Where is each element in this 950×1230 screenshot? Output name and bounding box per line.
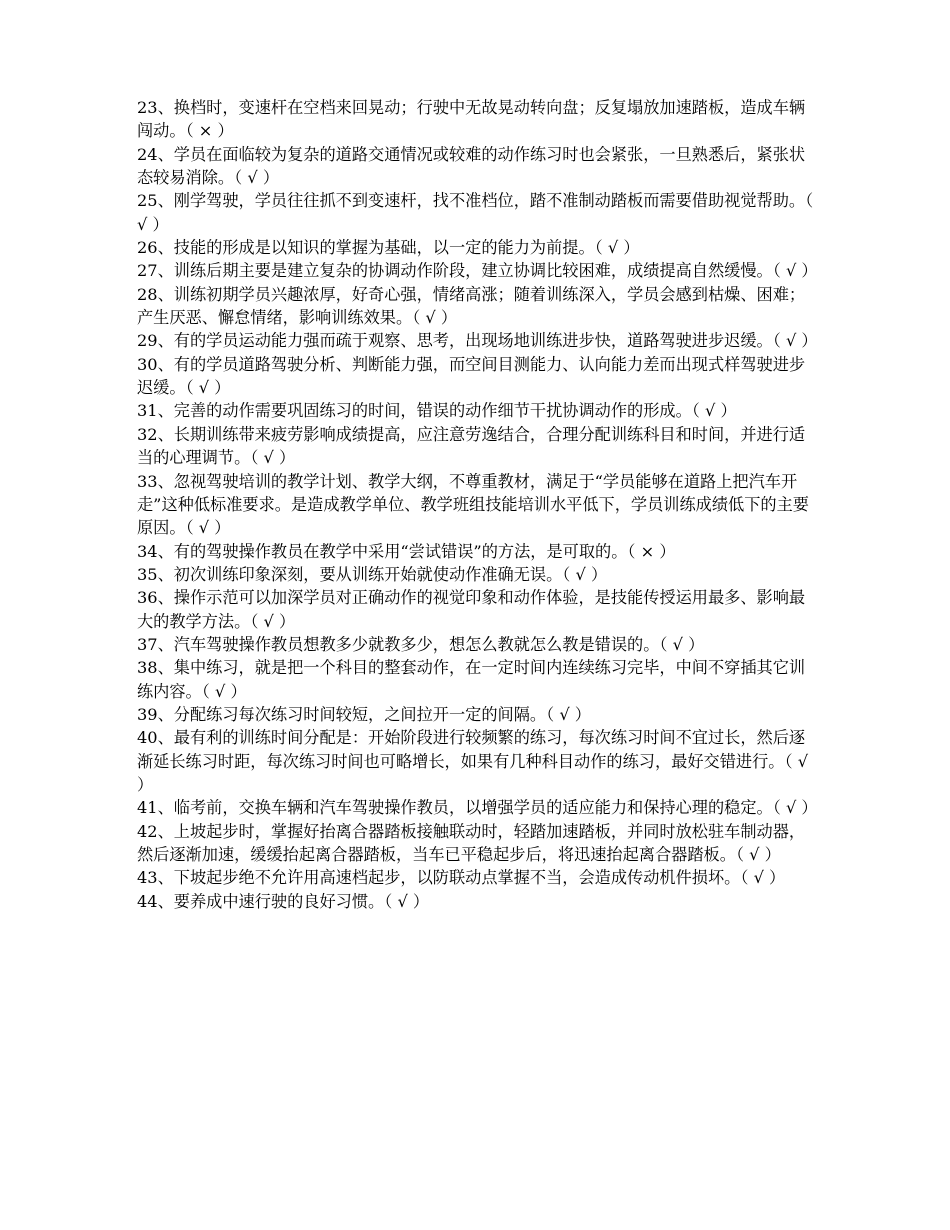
question-32: 32、长期训练带来疲劳影响成绩提高，应注意劳逸结合，合理分配训练科目和时间，并进行适当的心理调节。（ √ ） [137,424,806,468]
question-44: 44、要养成中速行驶的良好习惯。（ √ ） [137,891,430,911]
question-25: 25、刚学驾驶，学员往往抓不到变速杆，找不准档位，踏不准制动踏板而需要借助视觉帮助。（ √ ） [137,191,814,234]
question-38: 38、集中练习，就是把一个科目的整套动作，在一定时间内连续练习完毕，中间不穿插其它训练内容。（ √ ） [137,658,806,701]
question-30: 30、有的学员道路驾驶分析、判断能力强，而空间目测能力、认向能力差而出现式样驾驶进步迟缓。（ √ ） [137,354,806,398]
question-34: 34、有的驾驶操作教员在教学中采用“尝试错误”的方法，是可取的。（ × ） [137,541,676,561]
question-27: 27、训练后期主要是建立复杂的协调动作阶段，建立协调比较困难，成绩提高自然缓慢。（ √ ） [137,261,818,281]
question-24: 24、学员在面临较为复杂的道路交通情况或较难的动作练习时也会紧张，一旦熟悉后，紧张状态较易消除。（ √ ） [137,144,806,188]
question-42: 42、上坡起步时，掌握好抬离合器踏板接触联动时，轻踏加速踏板，并同时放松驻车制动器，然后逐渐加速，缓缓抬起离合器踏板，当车已平稳起步后，将迅速抬起离合器踏板。（ √ ） [137,821,806,864]
question-26: 26、技能的形成是以知识的掌握为基础，以一定的能力为前提。（ √ ） [137,238,640,258]
question-36: 36、操作示范可以加深学员对正确动作的视觉印象和动作体验，是技能传授运用最多、影响最大的教学方法。（ √ ） [137,588,806,631]
question-43: 43、下坡起步绝不允许用高速档起步，以防联动点掌握不当，会造成传动机件损坏。（ √ ） [137,868,786,888]
question-31: 31、完善的动作需要巩固练习的时间，错误的动作细节干扰协调动作的形成。（ √ ） [137,401,737,421]
question-37: 37、汽车驾驶操作教员想教多少就教多少，想怎么教就怎么教是错误的。（ √ ） [137,634,705,654]
question-33: 33、忽视驾驶培训的教学计划、教学大纲，不尊重教材，满足于“学员能够在道路上把汽车开走”这种低标准要求。是造成教学单位、教学班组技能培训水平低下，学员训练成绩低下的主要原因。（ √ ） [137,471,809,538]
question-41: 41、临考前，交换车辆和汽车驾驶操作教员，以增强学员的适应能力和保持心理的稳定。（ √ ） [137,798,818,818]
question-39: 39、分配练习每次练习时间较短，之间拉开一定的间隔。（ √ ） [137,704,591,724]
question-23: 23、换档时，变速杆在空档来回晃动；行驶中无故晃动转向盘；反复塌放加速踏板，造成车辆闯动。（ × ） [137,98,806,141]
question-28: 28、训练初期学员兴趣浓厚，好奇心强，情绪高涨；随着训练深入，学员会感到枯燥、困难；产生厌恶、懈怠情绪，影响训练效果。（ √ ） [137,284,806,328]
question-29: 29、有的学员运动能力强而疏于观察、思考，出现场地训练进步快，道路驾驶进步迟缓。（ √ ） [137,331,818,351]
question-40: 40、最有利的训练时间分配是：开始阶段进行较频繁的练习，每次练习时间不宜过长，然后逐渐延长练习时距，每次练习时间也可略增长，如果有几种科目动作的练习，最好交错进行。（ √ ） [137,728,809,794]
question-35: 35、初次训练印象深刻，要从训练开始就使动作准确无误。（ √ ） [137,564,608,584]
document-page [137,96,818,913]
